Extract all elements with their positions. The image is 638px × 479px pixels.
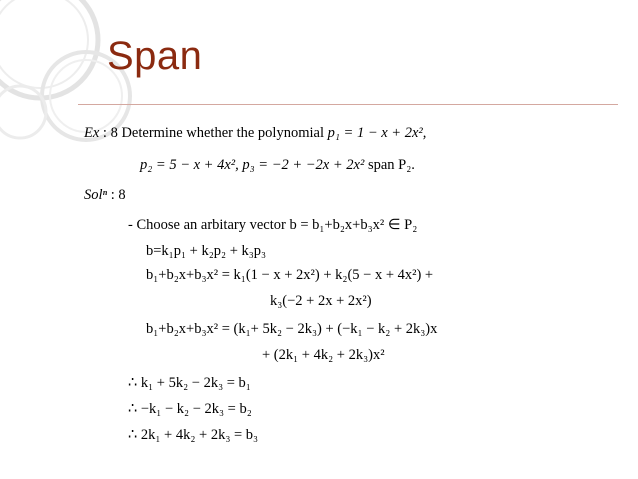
choose-vector-line: - Choose an arbitary vector b = b₁+b₂x+b₃x² ∈ P₂ <box>128 217 418 233</box>
equation-1: ∴ k₁ + 5k₂ − 2k₃ = b₁ <box>128 375 251 391</box>
example-label: Ex <box>84 125 100 141</box>
problem-line-2 <box>140 156 415 174</box>
problem-text: Determine whether the polynomial <box>121 125 324 141</box>
equation-2: ∴ −k₁ − k₂ − 2k₃ = b₂ <box>128 401 252 417</box>
collected-line-1: b₁+b₂x+b₃x² = (k₁+ 5k₂ − 2k₃) + (−k₁ − k₂ + 2k₃)x <box>146 321 438 337</box>
expansion-line-1: b₁+b₂x+b₃x² = k₁(1 − x + 2x²) + k₂(5 − x + 4x²) + <box>146 267 434 283</box>
linear-combination-line: b=k₁p₁ + k₂p₂ + k₃p₃ <box>146 243 267 259</box>
problem-line-1 <box>84 124 426 142</box>
solution-label-line <box>84 186 126 204</box>
title-divider <box>78 104 618 105</box>
solution-label: Solⁿ <box>84 187 108 203</box>
expansion-line-2: k₃(−2 + 2x + 2x²) <box>270 293 372 309</box>
solution-number: : 8 <box>110 187 126 203</box>
example-number: : 8 <box>102 125 118 141</box>
collected-line-2: + (2k₁ + 4k₂ + 2k₃)x² <box>262 347 385 363</box>
p1-expression: p₁ = 1 − x + 2x², <box>327 125 427 141</box>
equation-3: ∴ 2k₁ + 4k₂ + 2k₃ = b₃ <box>128 427 259 443</box>
problem-tail: span P₂. <box>367 157 415 173</box>
p2-expression: p₂ = 5 − x + 4x², <box>140 157 239 173</box>
slide-title: Span <box>107 34 203 78</box>
p3-expression: p₃ = −2 + −2x + 2x² <box>242 157 365 173</box>
